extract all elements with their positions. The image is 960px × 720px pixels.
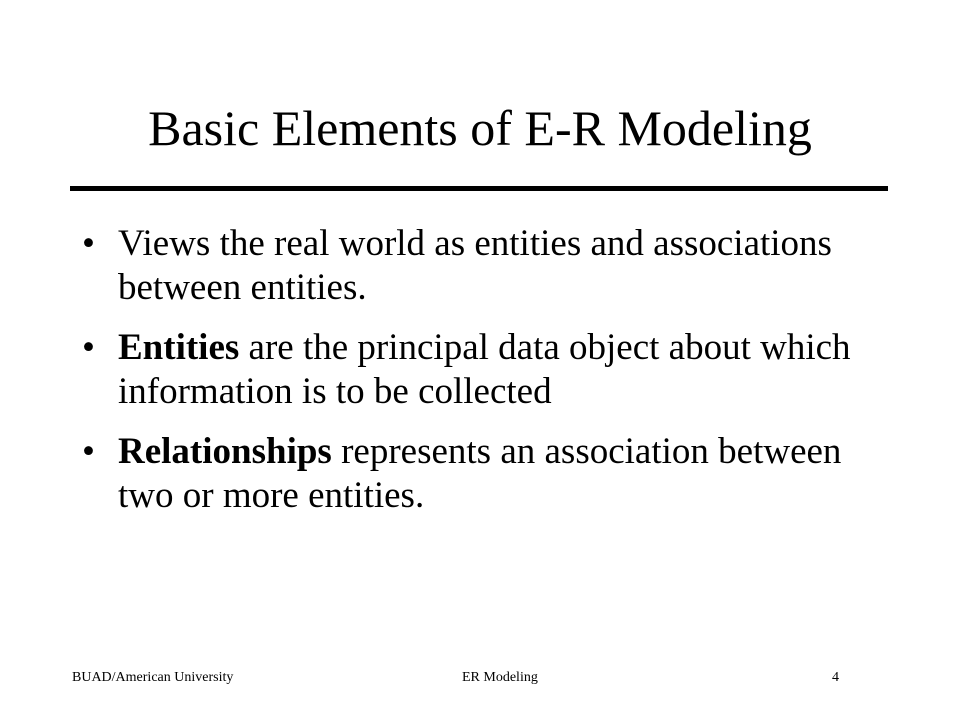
bullet-description: Views the real world as entities and associations between entities. [118, 223, 832, 308]
footer-topic: ER Modeling [462, 670, 538, 685]
bullet-text [118, 223, 832, 308]
bullet-item-real-world-view [80, 222, 880, 310]
title-divider [70, 186, 888, 191]
bullet-icon: • [82, 431, 95, 472]
bullet-text [118, 431, 841, 516]
bullet-description: represents an association between two or more entities. [118, 431, 842, 516]
bullet-list [80, 222, 880, 534]
footer-organization: BUAD/American University [72, 670, 234, 685]
bullet-icon: • [82, 327, 95, 368]
page-number: 4 [832, 670, 839, 685]
bullet-term: Entities [118, 327, 240, 368]
bullet-icon: • [82, 223, 95, 264]
bullet-description: are the principal data object about which information is to be collected [118, 327, 851, 412]
bullet-term: Relationships [118, 431, 332, 472]
bullet-item-relationships [80, 430, 880, 518]
slide-title: Basic Elements of E-R Modeling [148, 100, 812, 156]
bullet-item-entities [80, 326, 880, 414]
bullet-text [118, 327, 851, 412]
